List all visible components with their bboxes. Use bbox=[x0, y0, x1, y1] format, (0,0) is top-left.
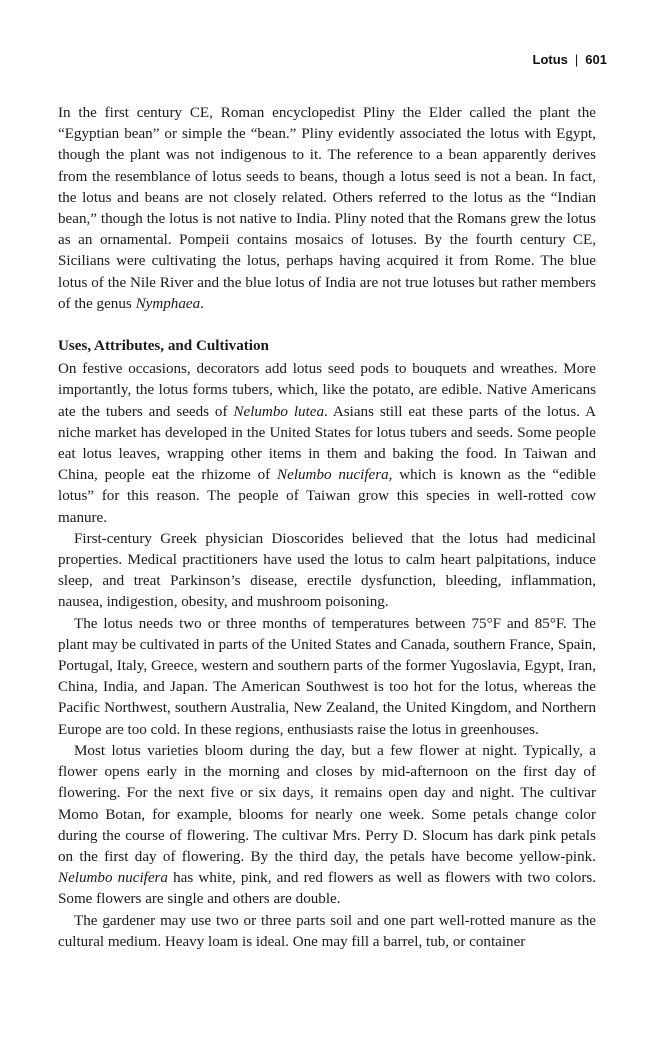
section-title: Lotus bbox=[532, 52, 568, 67]
paragraph-climate: The lotus needs two or three months of temperatures between 75°F and 85°F. The plant may be cultivated in parts of the United States and Canada, southern France, Spain, Portugal, Italy, Greece, western and southern parts of the former Yugoslavia, Egypt, Iran, China, India, and Japan. The American Southwest is too hot for the lotus, whereas the Pacific Northwest, southern Australia, New Zealand, the United Kingdom, and Northern Europe are too cold. In these regions, enthusiasts raise the lotus in greenhouses. bbox=[58, 615, 596, 738]
paragraph-flowering bbox=[58, 741, 596, 911]
species-nucifera-2: Nelumbo nucifera bbox=[58, 870, 168, 887]
species-lutea: Nelumbo lutea bbox=[233, 403, 325, 420]
uses-text-b: . Asians still eat these parts of the lotus. A niche market has developed in the United States for lotus tubers and seeds. Some people eat lotus leaves, wrapping other items in them and baking the food. In Taiwan and China, people eat the rhizome of bbox=[58, 403, 596, 484]
paragraph-medium: The gardener may use two or three parts soil and one part well-rotted manure as the cultural medium. Heavy loam is ideal. One may fill a barrel, tub, or container bbox=[58, 912, 596, 950]
intro-paragraph bbox=[58, 103, 596, 315]
paragraph-uses bbox=[58, 359, 596, 529]
page-number: 601 bbox=[585, 52, 607, 67]
genus-name: Nymphaea bbox=[135, 295, 201, 312]
paragraph-medicinal: First-century Greek physician Dioscorides believed that the lotus had medicinal properties. Medical practitioners have used the lotus to calm heart palpitations, induce sleep, and treat Parkinson’s disease, erectile dysfunction, bleeding, inflammation, nausea, indigestion, obesity, and mushroom poisoning. bbox=[58, 530, 596, 611]
uses-text-c: , which is known as the “edible lotus” for this reason. The people of Taiwan grow this species in well-rotted cow manure. bbox=[58, 467, 596, 526]
intro-text: In the first century CE, Roman encyclopedist Pliny the Elder called the plant the “Egyptian bean” or simple the “bean.” Pliny evidently associated the lotus with Egypt, though the plant was not indigenous to it. The reference to a bean apparently derives from the resemblance of lotus seeds to beans, though a lotus seed is not a bean. In fact, the lotus and beans are not closely related. Others referred to the lotus as the “Indian bean,” though the lotus is not native to India. Pliny noted that the Romans grew the lotus as an ornamental. Pompeii contains mosaics of lotuses. By the fourth century CE, Sicilians were cultivating the lotus, perhaps having acquired it from Rome. The blue lotus of the Nile River and the blue lotus of India are not true lotuses but rather members of the genus bbox=[58, 105, 596, 312]
species-nucifera: Nelumbo nucifera bbox=[277, 467, 389, 484]
uses-text-a: On festive occasions, decorators add lotus seed pods to bouquets and wreathes. More importantly, the lotus forms tubers, which, like the potato, are edible. Native Americans ate the tubers and seeds of bbox=[58, 361, 596, 420]
flowering-text-a: Most lotus varieties bloom during the day, but a few flower at night. Typically, a flower opens early in the morning and closes by mid-afternoon on the first day of flowering. For the next five or six days, it remains open day and night. The cultivar Momo Botan, for example, blooms for nearly one week. Some petals change color during the course of flowering. The cultivar Mrs. Perry D. Slocum has dark pink petals on the first day of flowering. By the third day, the petals have become yellow-pink. bbox=[58, 742, 596, 865]
running-head bbox=[533, 52, 607, 67]
section-heading: Uses, Attributes, and Cultivation bbox=[58, 338, 269, 355]
header-separator: | bbox=[574, 52, 579, 67]
flowering-text-b: has white, pink, and red flowers as well as flowers with two colors. Some flowers are single and others are double. bbox=[58, 870, 596, 908]
intro-end: . bbox=[200, 295, 204, 312]
body-text bbox=[58, 103, 596, 953]
